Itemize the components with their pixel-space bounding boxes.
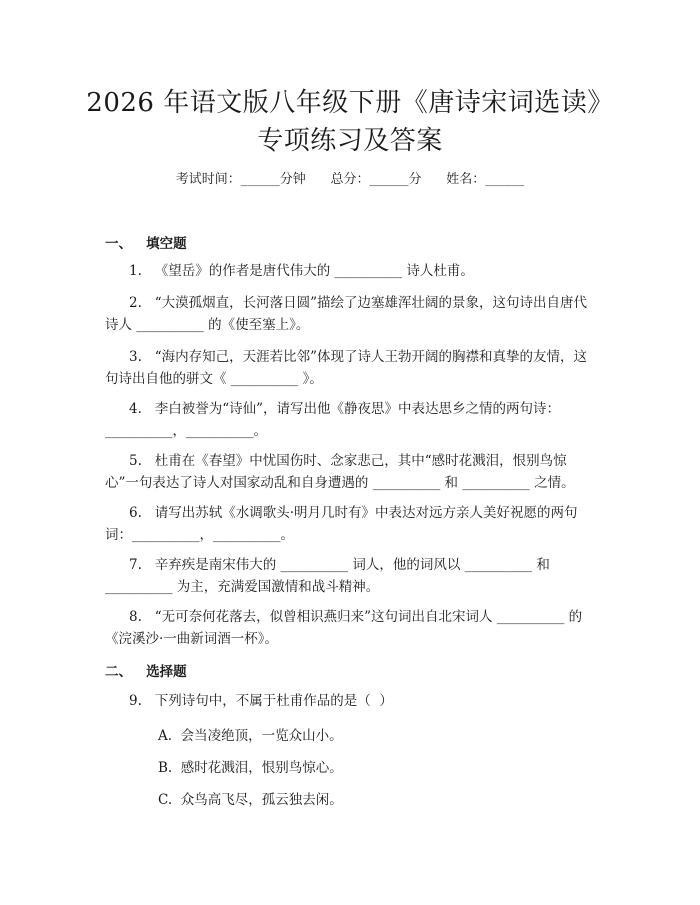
doc-title-line1: 2026 年语文版八年级下册《唐诗宋词选读》 <box>86 88 614 118</box>
question-5: 5. 杜甫在《春望》中忧国伤时、念家悲己，其中“感时花溅泪，恨别鸟惊心”一句表达了诗人对国家动乱和自身遭遇的 __________ 和 __________ 之情。 <box>105 453 575 491</box>
section-choice-heading: 二、 选择题 <box>105 664 187 680</box>
question-3: 3. “海内存知己，天涯若比邻”体现了诗人王勃开阔的胸襟和真挚的友情，这句诗出自他的骈文《 __________ 》。 <box>105 349 588 387</box>
question-1: 1. 《望岳》的作者是唐代伟大的 __________ 诗人杜甫。 <box>129 263 474 279</box>
section-fill-heading: 一、 填空题 <box>105 236 187 252</box>
question-8: 8. “无可奈何花落去，似曾相识燕归来”这句词出自北宋词人 __________ 的《浣溪沙·一曲新词酒一杯》。 <box>105 609 583 647</box>
option-c: C. 众鸟高飞尽，孤云独去闲。 <box>158 792 343 808</box>
option-b: B. 感时花溅泪，恨别鸟惊心。 <box>158 760 343 776</box>
question-9: 9. 下列诗句中，不属于杜甫作品的是（ ） <box>129 693 393 709</box>
doc-title-line2: 专项练习及答案 <box>257 126 443 156</box>
question-7: 7. 辛弃疾是南宋伟大的 __________ 词人，他的词风以 __________ 和 __________ 为主，充满爱国激情和战斗精神。 <box>105 557 555 595</box>
question-2: 2. “大漠孤烟直，长河落日圆”描绘了边塞雄浑壮阔的景象，这句诗出自唐代诗人 __________ 的《使至塞上》。 <box>105 295 588 333</box>
exam-meta: 考试时间：______分钟 总分：______分 姓名：______ <box>175 172 525 187</box>
option-a: A. 会当凌绝顶，一览众山小。 <box>158 728 343 744</box>
question-4: 4. 李白被誉为“诗仙”，请写出他《静夜思》中表达思乡之情的两句诗：__________，__________。 <box>105 401 561 439</box>
question-6: 6. 请写出苏轼《水调歌头·明月几时有》中表达对远方亲人美好祝愿的两句词：__________，__________。 <box>105 505 578 543</box>
